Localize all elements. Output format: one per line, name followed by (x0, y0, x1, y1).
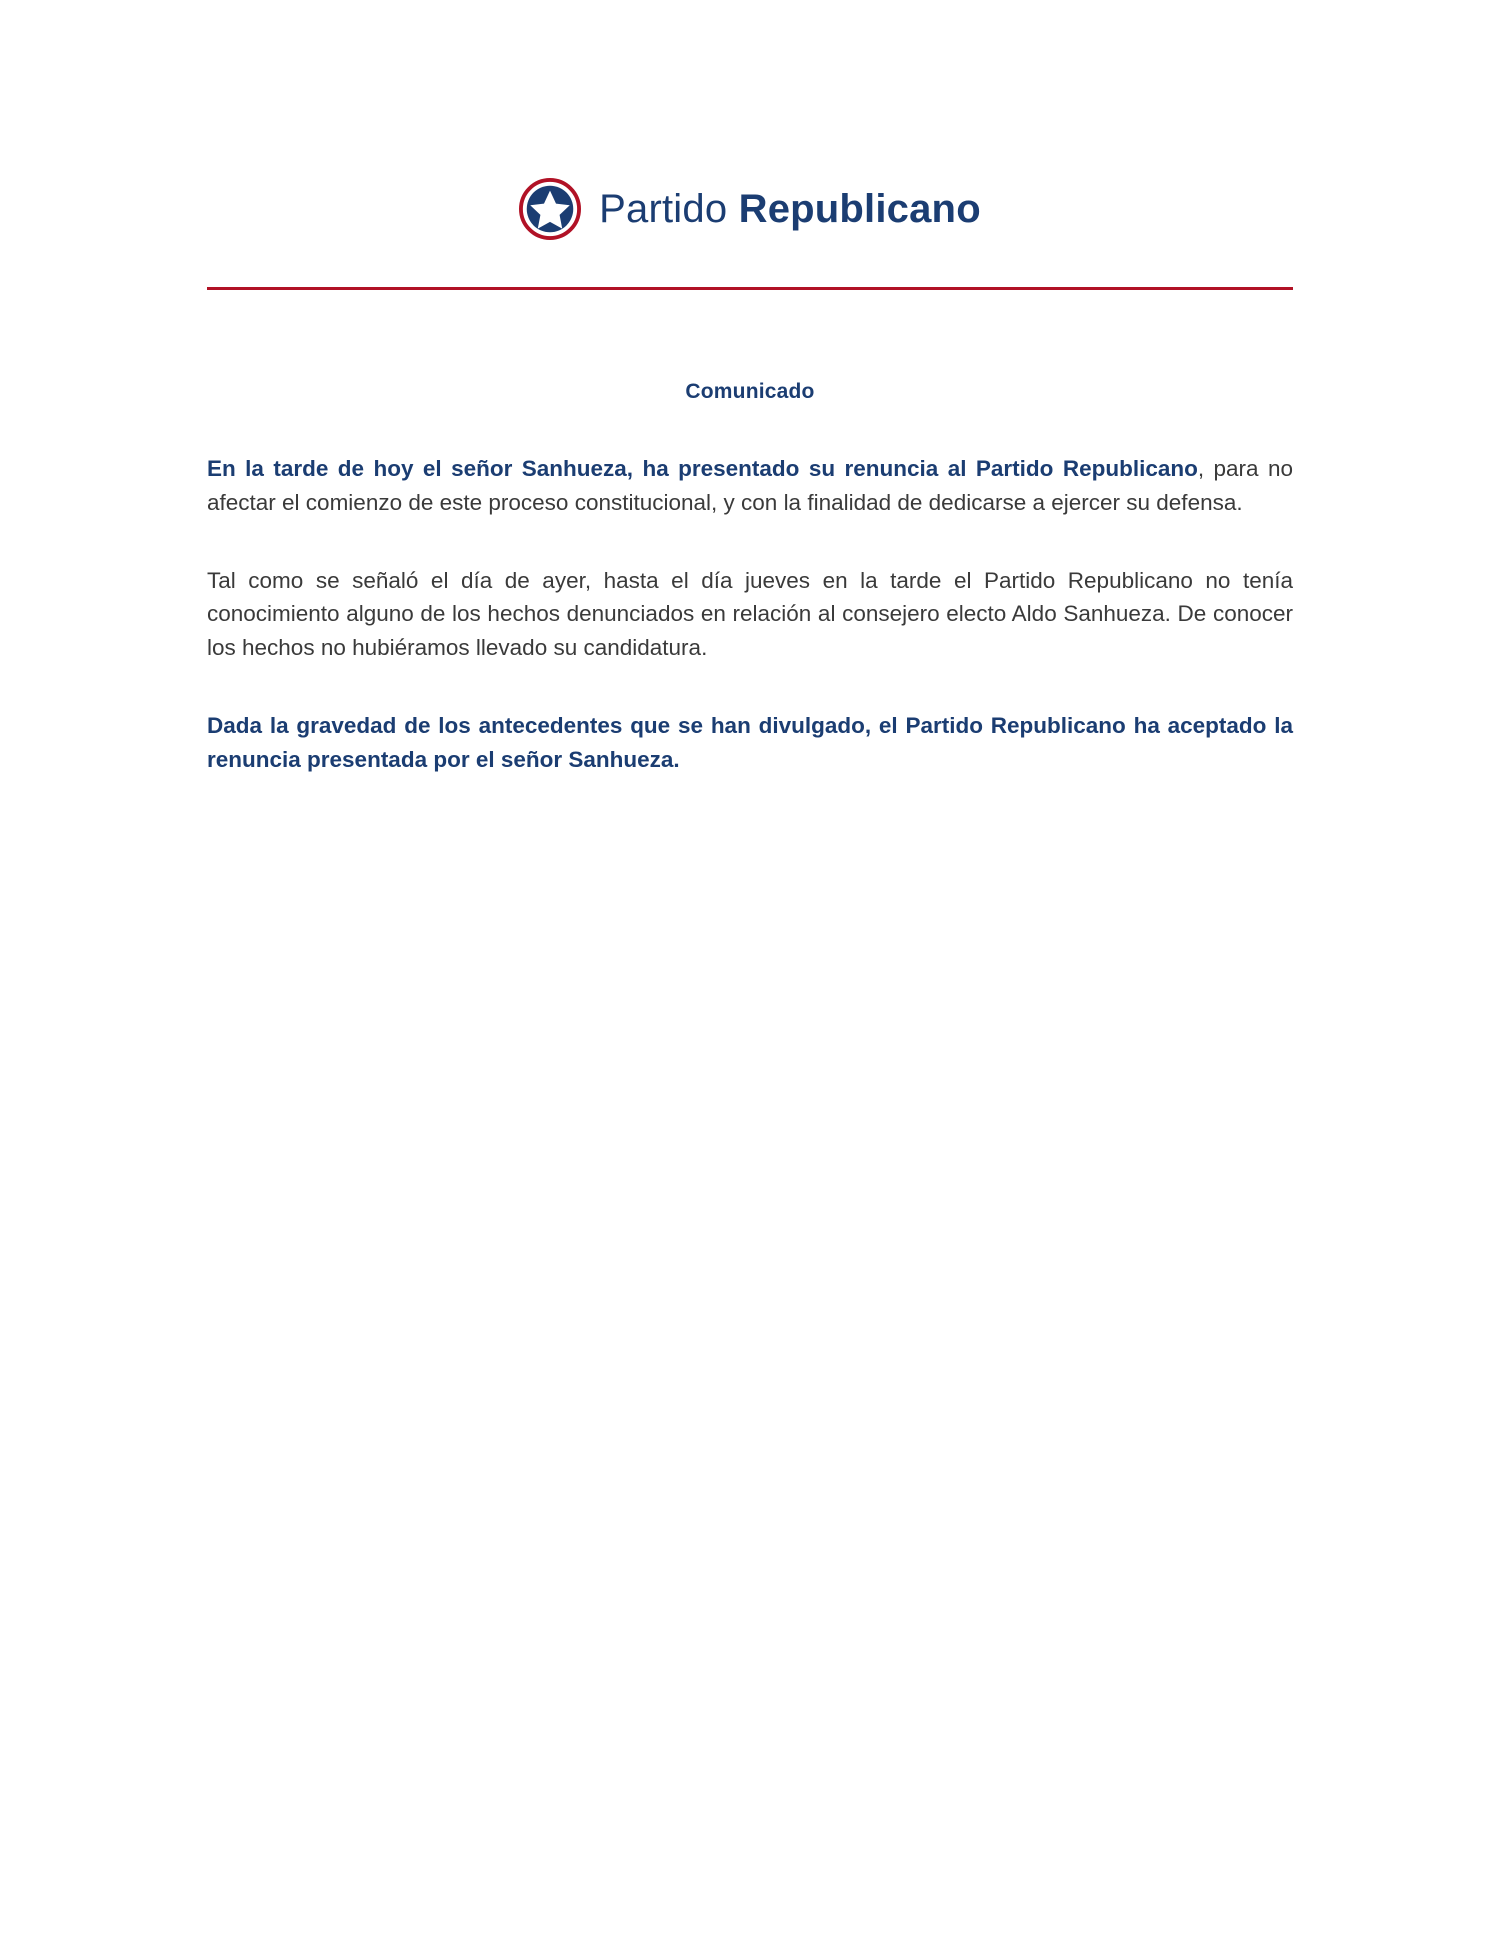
document-body (207, 380, 1293, 776)
page-title: Comunicado (685, 380, 815, 403)
party-logo-word-bold: Republicano (738, 187, 981, 231)
party-logo-word-light: Partido (599, 187, 728, 231)
party-logo-text (599, 189, 981, 229)
paragraph-1-bold-lead: En la tarde de hoy el señor Sanhueza, ha presentado su renuncia al Partido Republicano (207, 456, 1198, 481)
paragraph-1-rest: , para no afectar el comienzo de este proceso constitucional, y con la finalidad de dedicarse a ejercer su defensa. (207, 456, 1293, 515)
paragraph-1 (207, 452, 1293, 520)
header-divider (207, 287, 1293, 290)
paragraph-3: Dada la gravedad de los antecedentes que se han divulgado, el Partido Republicano ha aceptado la renuncia presentada por el señor Sanhueza. (207, 712, 1293, 772)
paragraph-2: Tal como se señaló el día de ayer, hasta el día jueves en la tarde el Partido Republicano no tenía conocimiento alguno de los hechos denunciados en relación al consejero electo Aldo Sanhueza. De conocer los hechos no hubiéramos llevado su candidatura. (207, 567, 1293, 660)
document-header (0, 0, 1500, 240)
star-emblem-icon (519, 178, 581, 240)
party-logo (519, 178, 981, 240)
